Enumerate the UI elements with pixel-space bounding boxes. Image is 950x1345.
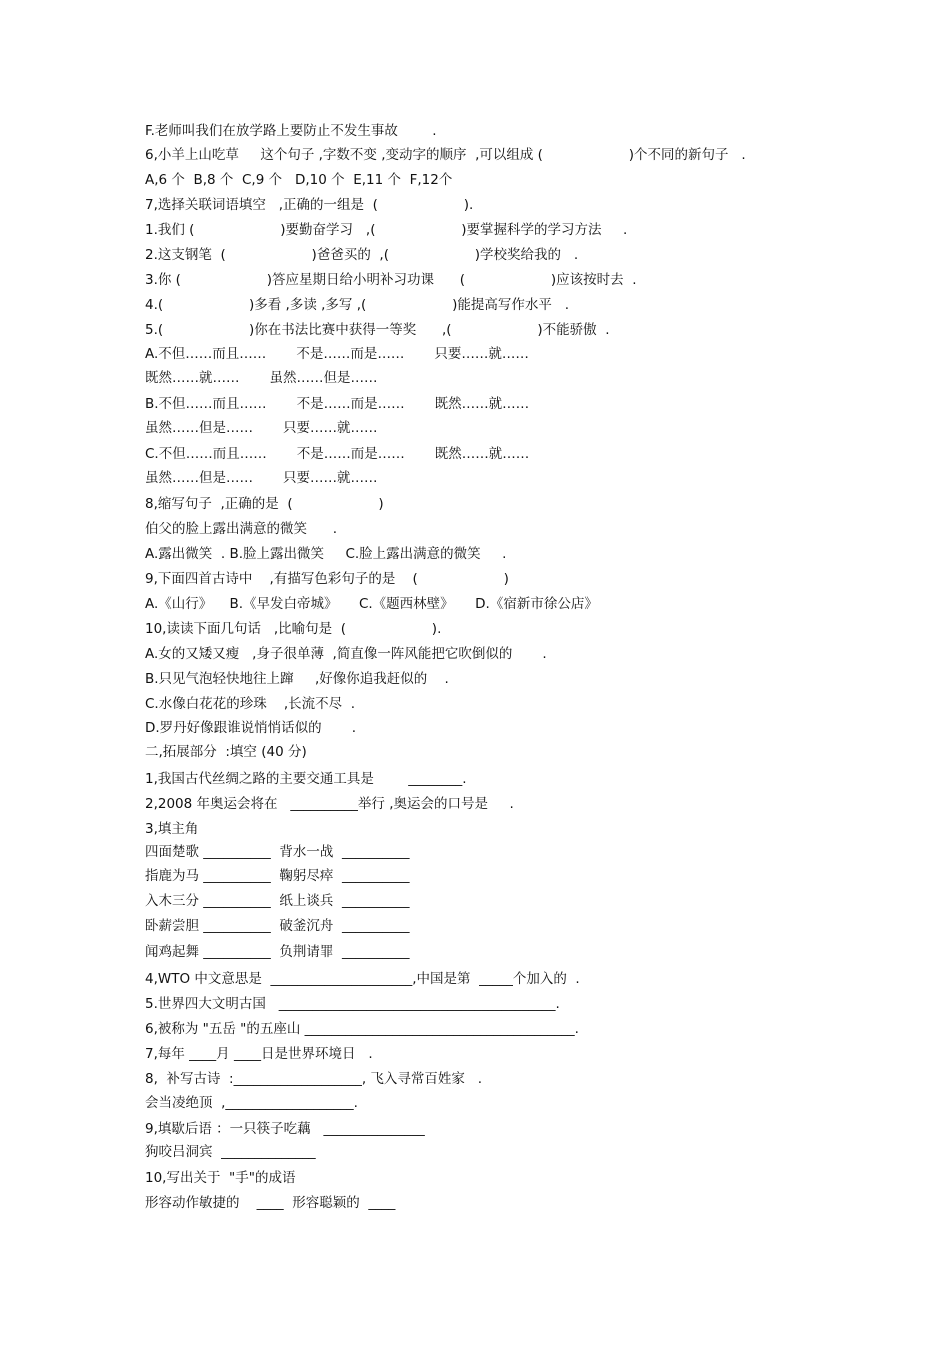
text-line: 9,填歇后语 ：一只筷子吃藕 _______________ (145, 1121, 425, 1137)
text-line: 6,小羊上山吃草 这个句子 ,字数不变 ,变动字的顺序 ,可以组成 ( )个不同的新句子 . (145, 147, 746, 163)
text-line: F.老师叫我们在放学路上要防止不发生事故 . (145, 123, 437, 139)
text-line: 10,写出关于 "手"的成语 (145, 1170, 296, 1186)
text-line: 6,被称为 "五岳 "的五座山 ________________________________________. (145, 1021, 579, 1037)
text-line: 卧薪尝胆 __________ 破釜沉舟 __________ (145, 918, 410, 934)
text-line: A.女的又矮又瘦 ,身子很单薄 ,简直像一阵风能把它吹倒似的 . (145, 646, 547, 662)
text-line: 4.( )多看 ,多读 ,多写 ,( )能提高写作水平 . (145, 297, 570, 313)
text-line: 会当凌绝顶 ,___________________. (145, 1095, 358, 1111)
text-line: 虽然……但是…… 只要……就…… (145, 470, 378, 486)
text-line: 8, 补写古诗 :___________________, 飞入寻常百姓家 . (145, 1071, 483, 1087)
text-line: B.不但……而且…… 不是……而是…… 既然……就…… (145, 396, 530, 412)
text-line: A,6 个 B,8 个 C,9 个 D,10 个 E,11 个 F,12个 (145, 172, 453, 188)
text-line: C.不但……而且…… 不是……而是…… 既然……就…… (145, 446, 530, 462)
text-line: A.露出微笑 . B.脸上露出微笑 C.脸上露出满意的微笑 . (145, 546, 507, 562)
text-line: B.只见气泡轻快地往上蹿 ,好像你追我赶似的 . (145, 671, 449, 687)
text-line: A.不但……而且…… 不是……而是…… 只要……就…… (145, 346, 529, 362)
text-line: C.水像白花花的珍珠 ,长流不尽 . (145, 696, 356, 712)
text-line: 3,填主角 (145, 821, 199, 837)
text-line: 7,选择关联词语填空 ,正确的一组是 ( ). (145, 197, 474, 213)
text-line: 1,我国古代丝绸之路的主要交通工具是 ________. (145, 771, 467, 787)
text-line: 入木三分 __________ 纸上谈兵 __________ (145, 893, 410, 909)
text-line: 7,每年 ____月 ____日是世界环境日 . (145, 1046, 373, 1062)
text-line: 形容动作敏捷的 ____ 形容聪颖的 ____ (145, 1195, 396, 1211)
text-line: A.《山行》 B.《早发白帝城》 C.《题西林壁》 D.《宿新市徐公店》 (145, 596, 598, 612)
text-line: 3.你 ( )答应星期日给小明补习功课 ( )应该按时去 . (145, 272, 637, 288)
section-heading: 二,拓展部分 :填空 (40 分) (145, 744, 307, 760)
text-line: 伯父的脸上露出满意的微笑 . (145, 521, 338, 537)
text-line: 10,读读下面几句话 ,比喻句是 ( ). (145, 621, 442, 637)
text-line: 闻鸡起舞 __________ 负荆请罪 __________ (145, 944, 410, 960)
text-line: 狗咬吕洞宾 ______________ (145, 1144, 316, 1160)
text-line: 虽然……但是…… 只要……就…… (145, 420, 378, 436)
text-line: 5.( )你在书法比赛中获得一等奖 ,( )不能骄傲 . (145, 322, 610, 338)
text-line: 既然……就…… 虽然……但是…… (145, 370, 378, 386)
text-line: 5.世界四大文明古国 _________________________________________. (145, 996, 560, 1012)
text-line: 9,下面四首古诗中 ,有描写色彩句子的是 ( ) (145, 571, 509, 587)
text-line: 2,2008 年奥运会将在 __________举行 ,奥运会的口号是 . (145, 796, 514, 812)
text-line: 四面楚歌 __________ 背水一战 __________ (145, 844, 410, 860)
text-line: 指鹿为马 __________ 鞠躬尽瘁 __________ (145, 868, 410, 884)
text-line: 1.我们 ( )要勤奋学习 ,( )要掌握科学的学习方法 . (145, 222, 628, 238)
text-line: 2.这支钢笔 ( )爸爸买的 ,( )学校奖给我的 . (145, 247, 579, 263)
text-line: 8,缩写句子 ,正确的是 ( ) (145, 496, 384, 512)
text-line: D.罗丹好像跟谁说悄悄话似的 . (145, 720, 357, 736)
text-line: 4,WTO 中文意思是 _____________________,中国是第 _____个加入的 . (145, 971, 580, 987)
